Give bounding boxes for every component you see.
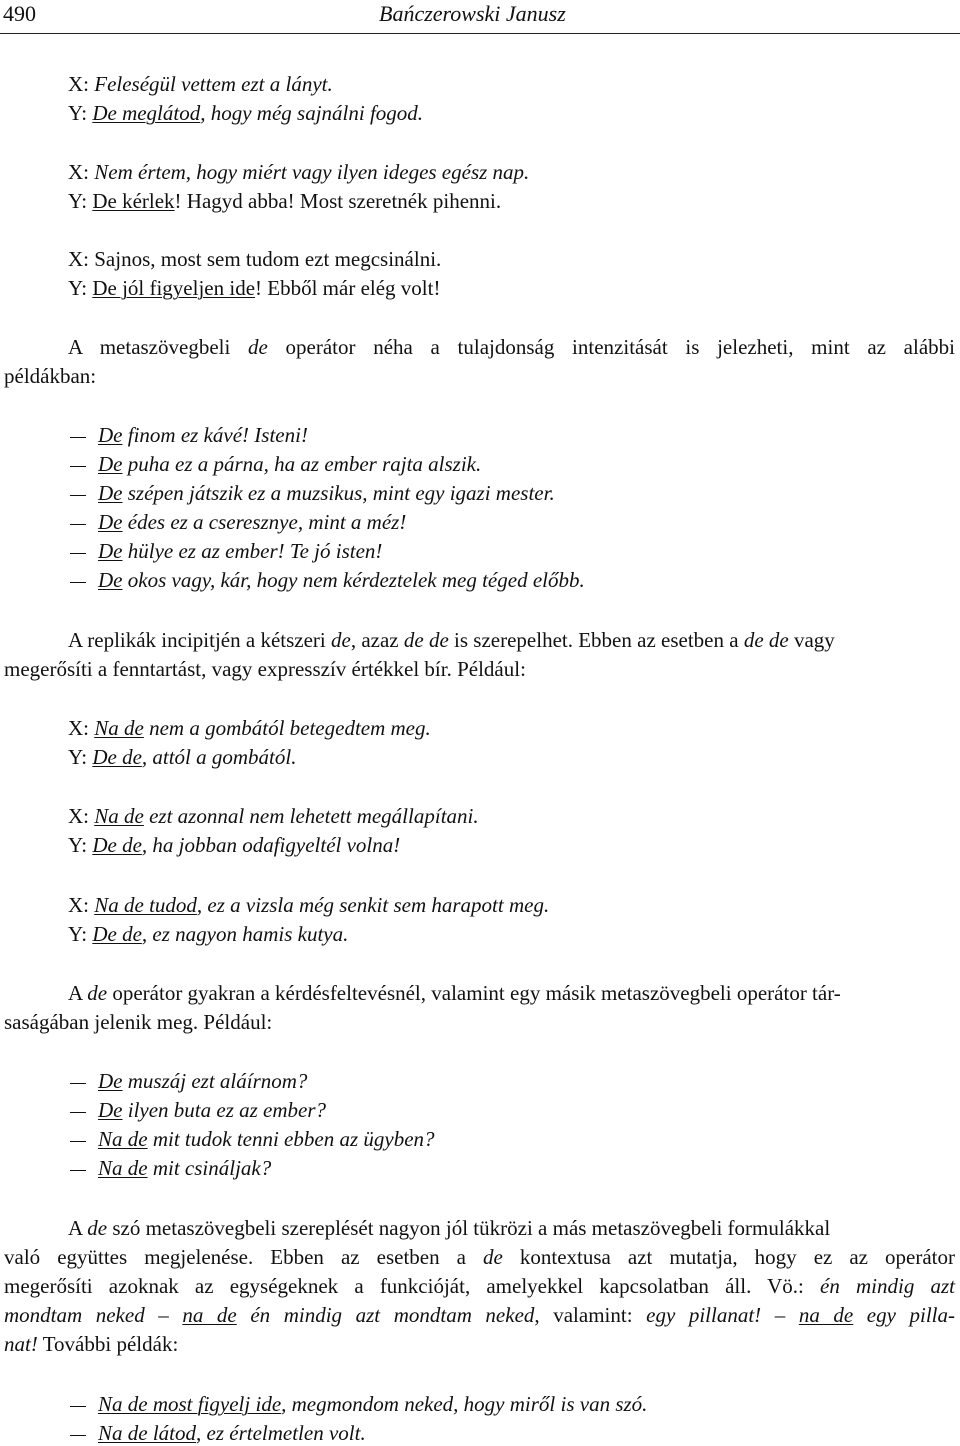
text-segment: Sajnos, most sem tudom ezt megcsinálni. (94, 247, 442, 271)
list-item (98, 1155, 271, 1181)
text-segment: szó metaszövegbeli szereplését nagyon jól tükrözi a más metaszövegbeli formulákkal (107, 1216, 831, 1240)
list-item (98, 509, 406, 535)
text-line (4, 1273, 955, 1299)
text-segment: egy pillanat! – (646, 1303, 799, 1327)
text-segment: de (248, 335, 268, 359)
text-segment: nem a gombától betegedtem meg. (143, 716, 431, 740)
text-segment: finom ez kávé! Isteni! (122, 423, 308, 447)
text-line (68, 159, 529, 185)
text-segment: is szerepelhet. Ebben az esetben a (448, 628, 744, 652)
text-segment: édes ez a cseresznye, mint a méz! (122, 510, 407, 534)
underlined-phrase: De de (92, 833, 142, 857)
text-segment: mit csináljak? (147, 1156, 272, 1180)
text-segment: én mindig azt mondtam neked (236, 1303, 535, 1327)
text-line (68, 71, 333, 97)
text-line (68, 980, 841, 1006)
text-line (68, 188, 501, 214)
underlined-phrase: De (98, 568, 123, 592)
underlined-phrase: Na de (94, 716, 144, 740)
text-line (4, 1244, 955, 1270)
text-segment: A metaszövegbeli (68, 335, 249, 359)
text-segment: egy pilla- (853, 1303, 955, 1327)
list-dash (70, 1112, 86, 1113)
list-dash (70, 1170, 86, 1171)
text-segment: További példák: (37, 1332, 179, 1356)
underlined-phrase: na de (798, 1303, 854, 1327)
underlined-phrase: Na de látod (98, 1421, 196, 1445)
text-line (68, 921, 348, 947)
list-item (98, 567, 585, 593)
text-segment: X: (68, 716, 95, 740)
page-number: 490 (3, 1, 36, 26)
text-segment: hülye ez az ember! Te jó isten! (122, 539, 383, 563)
text-segment: Nem értem, hogy miért vagy ilyen ideges egész nap. (94, 160, 530, 184)
underlined-phrase: De meglátod (92, 101, 201, 125)
text-segment: szépen játszik ez a muzsikus, mint egy igazi mester. (122, 481, 555, 505)
running-head-author: Bańczerowski Janusz (379, 1, 566, 26)
text-segment: A (68, 981, 88, 1005)
list-item (98, 422, 308, 448)
text-segment: de de (743, 628, 789, 652)
list-item (98, 538, 382, 564)
text-segment: de (87, 981, 108, 1005)
text-line (4, 1302, 955, 1328)
list-dash (70, 437, 86, 438)
list-item (98, 480, 555, 506)
list-item (98, 1391, 647, 1417)
list-dash (70, 524, 86, 525)
text-segment: , attól a gombától. (141, 745, 297, 769)
text-segment: A replikák incipitjén a kétszeri (68, 628, 331, 652)
text-segment: , azaz (350, 628, 404, 652)
list-dash (70, 1083, 86, 1084)
underlined-phrase: De (98, 1098, 123, 1122)
underlined-phrase: na de (182, 1303, 237, 1327)
text-line (68, 334, 955, 360)
list-item (98, 1097, 326, 1123)
text-segment: muszáj ezt aláírnom? (122, 1069, 308, 1093)
list-item (98, 451, 481, 477)
text-segment: , megmondom neked, hogy miről is van szó. (281, 1392, 648, 1416)
underlined-phrase: Na de (98, 1156, 148, 1180)
text-line (68, 832, 400, 858)
underlined-phrase: De (98, 510, 123, 534)
text-segment: nat! (4, 1332, 38, 1356)
text-segment: én mindig azt (820, 1274, 955, 1298)
text-segment: Y: (68, 101, 93, 125)
list-dash (70, 466, 86, 467)
list-dash (70, 1406, 86, 1407)
text-segment: X: (68, 804, 95, 828)
text-segment: Feleségül vettem ezt a lányt. (94, 72, 333, 96)
underlined-phrase: Na de (94, 804, 144, 828)
text-line (4, 1331, 178, 1357)
text-line (4, 656, 526, 682)
text-line (68, 100, 423, 126)
text-line (68, 246, 441, 272)
text-segment: mit tudok tenni ebben az ügyben? (147, 1127, 435, 1151)
underlined-phrase: De (98, 452, 123, 476)
page-header (0, 0, 960, 34)
text-segment: , ez nagyon hamis kutya. (141, 922, 349, 946)
text-segment: Y: (68, 745, 93, 769)
list-item (98, 1126, 435, 1152)
text-segment: ! Ebből már elég volt! (255, 276, 441, 300)
list-item (98, 1068, 307, 1094)
text-segment: való együttes megjelenése. Ebben az esetben a (4, 1245, 483, 1269)
text-segment: vagy (788, 628, 835, 652)
text-segment: X: (68, 72, 95, 96)
text-segment: , hogy még sajnálni fogod. (200, 101, 424, 125)
text-segment: de (87, 1216, 108, 1240)
text-segment: , ez értelmetlen volt. (196, 1421, 366, 1445)
list-dash (70, 582, 86, 583)
text-segment: Y: (68, 833, 93, 857)
underlined-phrase: Na de tudod (94, 893, 197, 917)
text-segment: , ez a vizsla még senkit sem harapott meg. (196, 893, 550, 917)
text-segment: X: (68, 893, 95, 917)
text-segment: de (483, 1245, 503, 1269)
list-dash (70, 1141, 86, 1142)
text-line (68, 275, 440, 301)
text-segment: Y: (68, 276, 93, 300)
text-segment: ilyen buta ez az ember? (122, 1098, 327, 1122)
list-dash (70, 1435, 86, 1436)
text-segment: példákban: (4, 364, 97, 388)
text-segment: de (331, 628, 351, 652)
text-line (68, 627, 835, 653)
text-segment: ezt azonnal nem lehetett megállapítani. (143, 804, 479, 828)
underlined-phrase: De de (92, 922, 142, 946)
underlined-phrase: De (98, 481, 123, 505)
text-line (4, 1009, 272, 1035)
text-segment: X: (68, 160, 95, 184)
text-segment: X: (68, 247, 95, 271)
list-item (98, 1420, 366, 1446)
text-segment: ! Hagyd abba! Most szeretnék pihenni. (174, 189, 502, 213)
text-segment: kontextusa azt mutatja, hogy ez az operátor (502, 1245, 956, 1269)
text-line (68, 803, 479, 829)
text-line (68, 1215, 830, 1241)
text-segment: Y: (68, 922, 93, 946)
text-segment: puha ez a párna, ha az ember rajta alszik. (122, 452, 482, 476)
text-segment: operátor néha a tulajdonság intenzitását is jelezheti, mint az alábbi (267, 335, 955, 359)
text-segment: , ha jobban odafigyeltél volna! (141, 833, 401, 857)
text-line (68, 892, 549, 918)
text-segment: mondtam neked – (4, 1303, 183, 1327)
list-dash (70, 495, 86, 496)
text-segment: , valamint: (534, 1303, 647, 1327)
underlined-phrase: Na de most figyelj ide (98, 1392, 282, 1416)
underlined-phrase: De (98, 539, 123, 563)
text-segment: megerősíti a fenntartást, vagy expresszív értékkel bír. Például: (4, 657, 526, 681)
text-segment: megerősíti azoknak az egységeknek a funkcióját, amelyekkel kapcsolatban áll. Vö.: (4, 1274, 821, 1298)
text-segment: de de (403, 628, 449, 652)
text-segment: Y: (68, 189, 93, 213)
underlined-phrase: De de (92, 745, 142, 769)
underlined-phrase: De kérlek (92, 189, 175, 213)
text-line (68, 744, 296, 770)
underlined-phrase: Na de (98, 1127, 148, 1151)
text-segment: saságában jelenik meg. Például: (4, 1010, 273, 1034)
underlined-phrase: De (98, 1069, 123, 1093)
underlined-phrase: De jól figyeljen ide (92, 276, 256, 300)
underlined-phrase: De (98, 423, 123, 447)
list-dash (70, 553, 86, 554)
text-segment: A (68, 1216, 88, 1240)
text-line (4, 363, 96, 389)
text-segment: okos vagy, kár, hogy nem kérdeztelek meg téged előbb. (122, 568, 585, 592)
text-segment: operátor gyakran a kérdésfeltevésnél, valamint egy másik metaszövegbeli operátor tár- (107, 981, 841, 1005)
text-line (68, 715, 431, 741)
